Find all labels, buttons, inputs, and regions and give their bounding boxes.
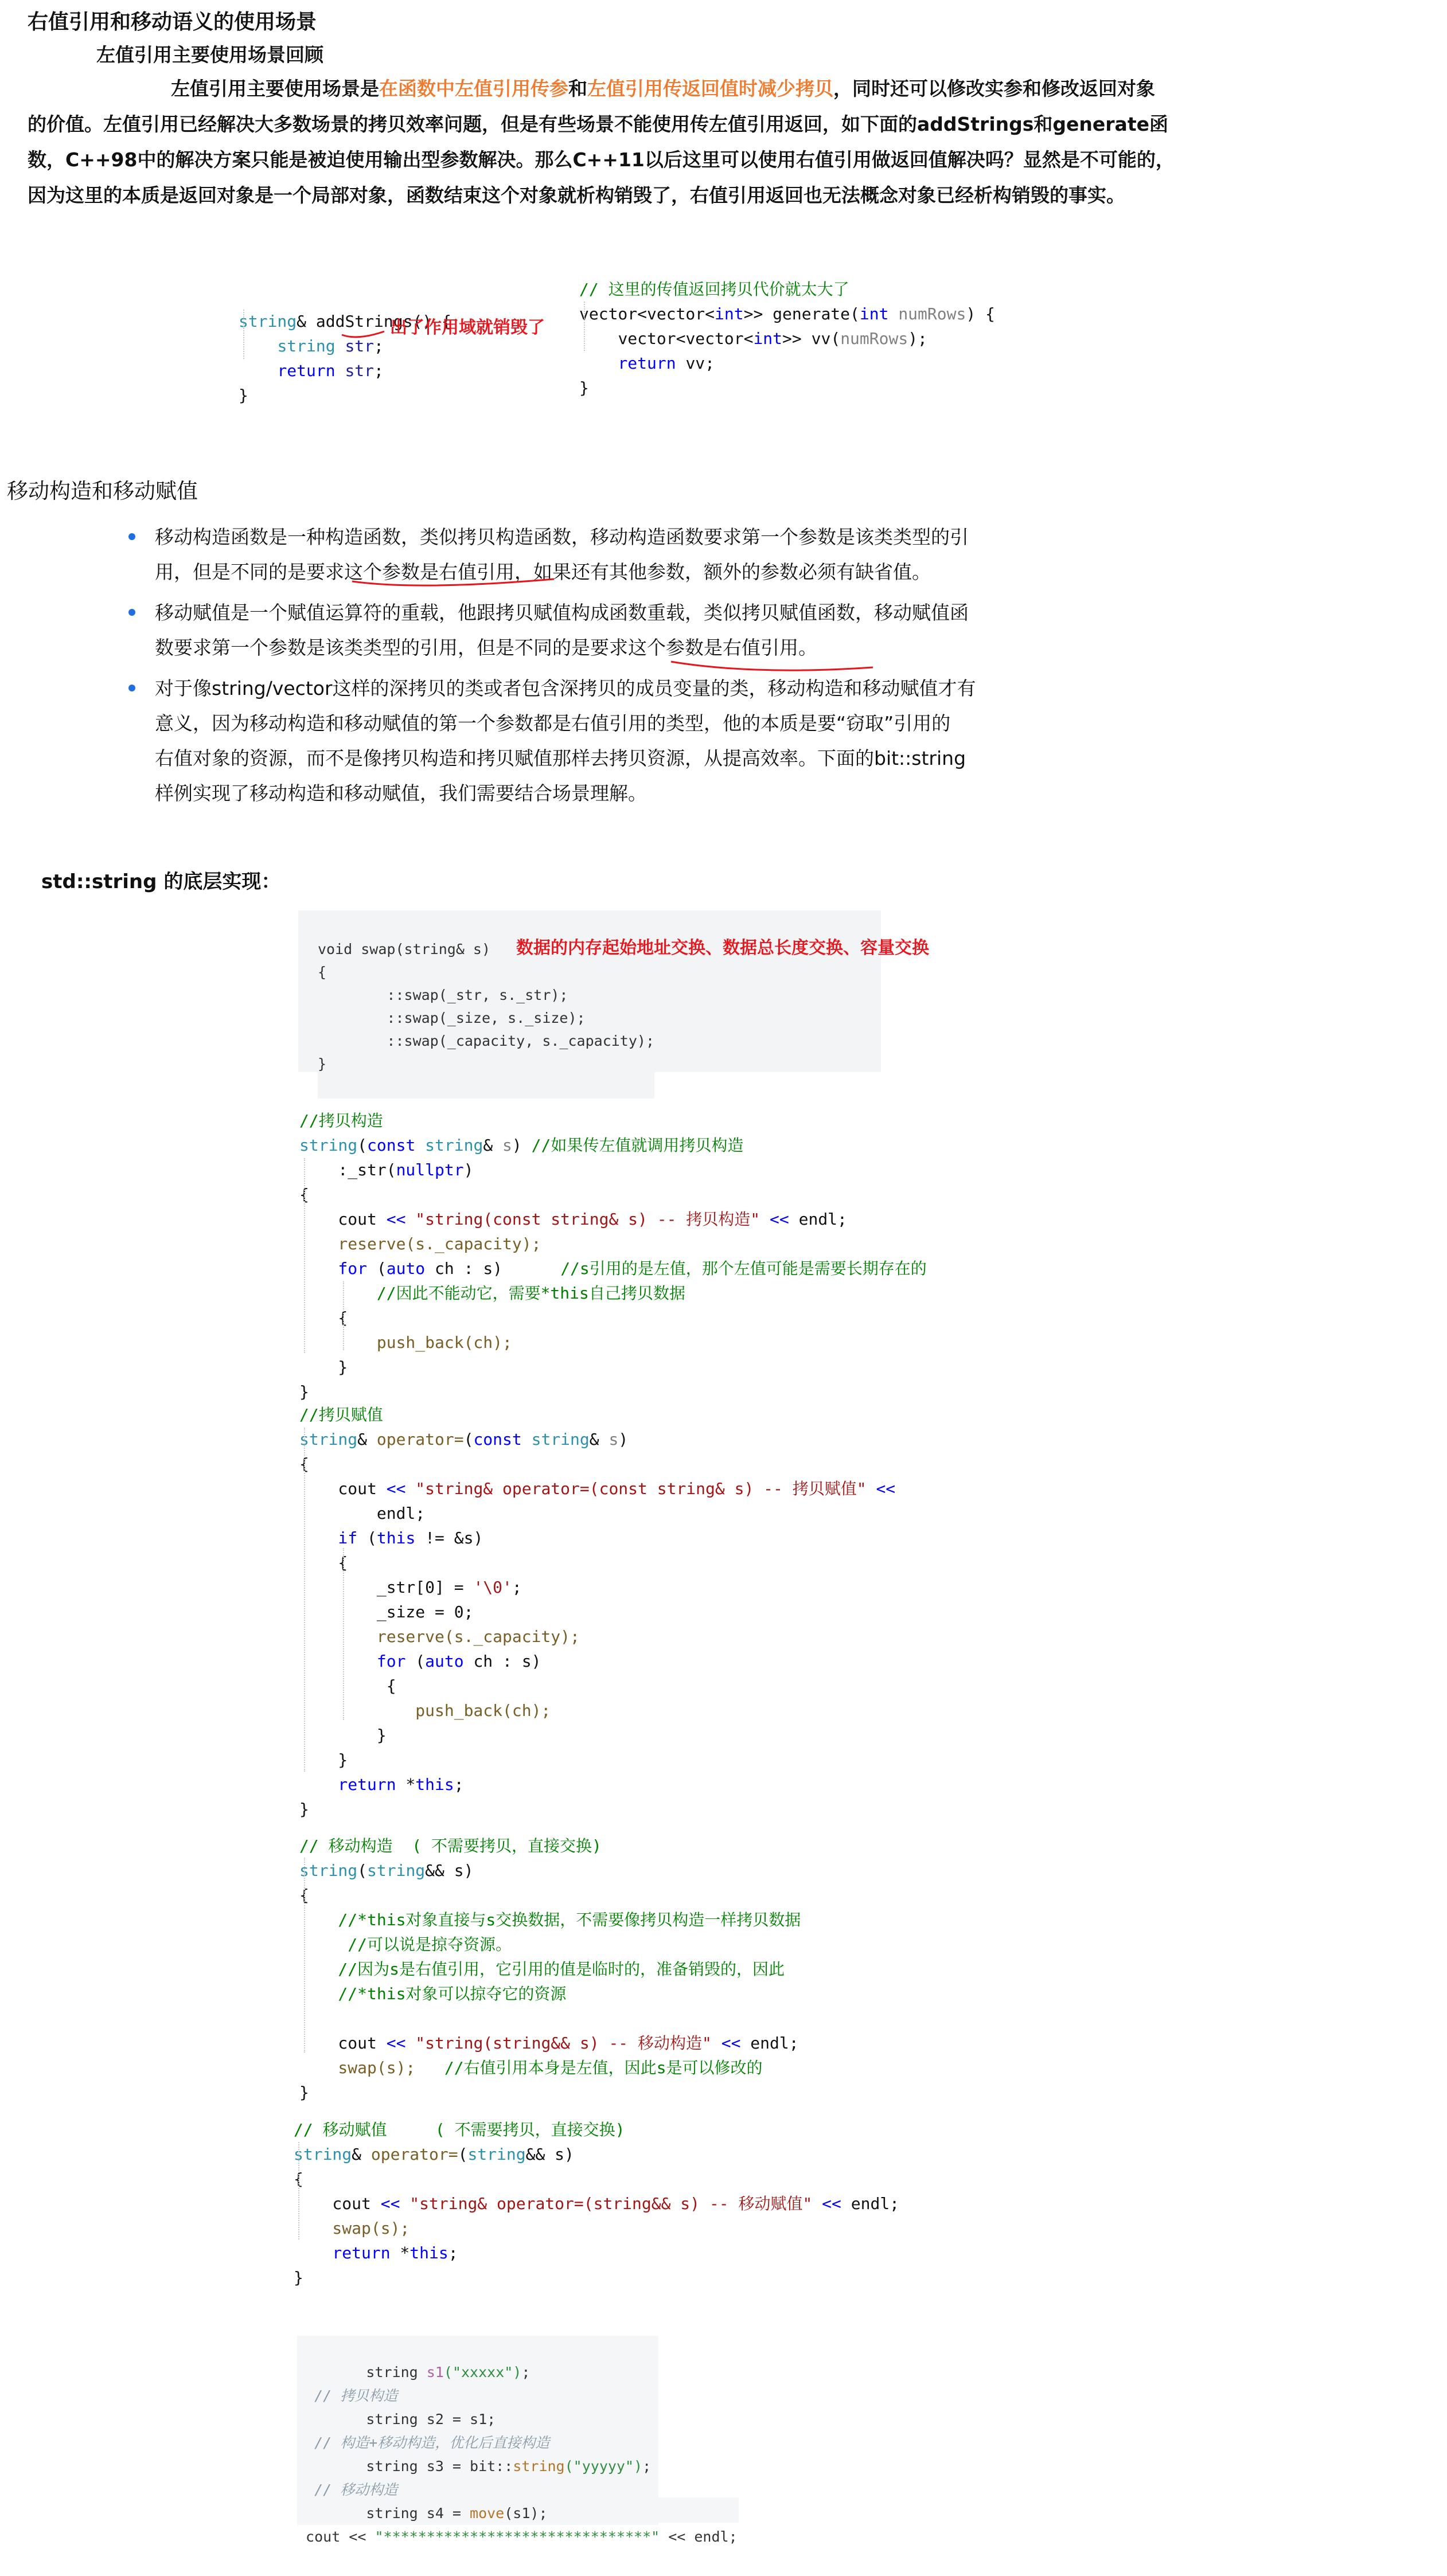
page-subtitle: 左值引用主要使用场景回顾 [96, 44, 323, 66]
indent-guide [243, 310, 244, 359]
intro-line-2: 的价值。左值引用已经解决大多数场景的拷贝效率问题，但是有些场景不能使用传左值引用返回，如下面的addStrings和generate函 [28, 113, 1168, 135]
usage-code: string s1("xxxxx"); // 拷贝构造 string s2 = s1; // 构造+移动构造，优化后直接构造 string s3 = bit::string("yyyyy"); // 移动构造 string s4 = move(s1); cout << "*******************************" << endl; [297, 2364, 738, 2545]
list-item: 移动赋值是一个赋值运算符的重载，他跟拷贝赋值构成函数重载，类似拷贝赋值函数，移动赋值函 数要求第一个参数是该类类型的引用，但是不同的是要求这个参数是右值引用。 [155, 595, 1072, 665]
underline-mark [669, 658, 875, 675]
bullet-list [155, 519, 1072, 816]
swap-note: 数据的内存起始地址交换、数据总长度交换、容量交换 [516, 938, 929, 958]
intro-text-3: ，同时还可以修改实参和修改返回对象 [833, 77, 1155, 100]
intro-highlight-1: 在函数中左值引用传参 [379, 77, 568, 100]
indent-guide [304, 1158, 305, 1353]
intro-highlight-2: 左值引用传返回值时减少拷贝 [587, 77, 833, 100]
indent-guide [584, 302, 585, 351]
section-title-std-string: std::string 的底层实现： [41, 870, 281, 893]
list-item: 移动构造函数是一种构造函数，类似拷贝构造函数，移动构造函数要求第一个参数是该类类型的引 用，但是不同的是要求这个参数是右值引用，如果还有其他参数，额外的参数必须有缺省值。 [155, 519, 1072, 589]
indent-guide [343, 1548, 344, 1720]
section-title-move: 移动构造和移动赋值 [7, 479, 198, 503]
underline-mark [350, 573, 556, 591]
intro-line-3: 数，C++98中的解决方案只能是被迫使用输出型参数解决。那么C++11以后这里可以使用右值引用做返回值解决吗？显然是不可能的， [28, 148, 1175, 171]
indent-guide [304, 1428, 305, 1772]
indent-guide [343, 1281, 344, 1350]
underline-mark [341, 327, 387, 341]
code-addstrings: string& addStrings() { string str; return str; } [239, 312, 451, 405]
swap-code-lines: void swap(string& s) { ::swap(_str, s._str); ::swap(_size, s._size); ::swap(_capacity, s._capacity); } [318, 915, 654, 1099]
move-assignment-code: // 移动赋值 ( 不需要拷贝，直接交换) string& operator=(string&& s) { cout << "string& operator=(string&& s) -- 移动赋值" << endl; swap(s); return *this; } [294, 2120, 900, 2287]
copy-constructor-code: //拷贝构造 string(const string& s) //如果传左值就调用拷贝构造 :_str(nullptr) { cout << "string(const string& s) -- 拷贝构造" << endl; reserve(s._capacity); for (auto ch : s) //s引用的是左值，那个左值可能是需要长期存在的 //因此不能动它，需要*this自己拷贝数据 { push_back(ch); } } [299, 1111, 927, 1401]
copy-assignment-code: //拷贝赋值 string& operator=(const string& s) { cout << "string& operator=(const string& s) -- 拷贝赋值" << endl; if (this != &s) { _str[0] = '\0'; _size = 0; reserve(s._capacity); for (auto ch : s) { push_back(ch); } } return *this; } [299, 1405, 896, 1819]
list-item: 对于像string/vector这样的深拷贝的类或者包含深拷贝的成员变量的类，移动构造和移动赋值才有 意义，因为移动构造和移动赋值的第一个参数都是右值引用的类型，他的本质是要“窃取”引用的 右值对象的资源，而不是像拷贝构造和拷贝赋值那样去拷贝资源，从提高效率。下面的bit::string 样例实现了移动构造和移动赋值，我们需要结合场景理解。 [155, 671, 1072, 811]
code-generate: // 这里的传值返回拷贝代价就太大了 vector<vector<int>> generate(int numRows) { vector<vector<int>> vv(numRows); return vv; } [579, 280, 995, 397]
page-title: 右值引用和移动语义的使用场景 [28, 10, 317, 34]
intro-text-1: 左值引用主要使用场景是 [171, 77, 379, 100]
move-constructor-code: // 移动构造 ( 不需要拷贝，直接交换) string(string&& s) { //*this对象直接与s交换数据，不需要像拷贝构造一样拷贝数据 //可以说是掠夺资源。 //因为s是右值引用，它引用的值是临时的，准备销毁的，因此 //*this对象可以掠夺它的资源 cout << "string(string&& s) -- 移动构造" << endl; swap(s); //右值引用本身是左值，因此s是可以修改的 } [299, 1836, 801, 2102]
scope-note: 出了作用域就销毁了 [390, 318, 545, 338]
indent-guide [298, 2142, 299, 2239]
intro-paragraph [28, 71, 1427, 213]
intro-text-2: 和 [568, 77, 587, 100]
indent-guide [304, 1858, 305, 2053]
intro-line-4: 因为这里的本质是返回对象是一个局部对象，函数结束这个对象就析构销毁了，右值引用返回也无法概念对象已经析构销毁的事实。 [28, 184, 1125, 206]
